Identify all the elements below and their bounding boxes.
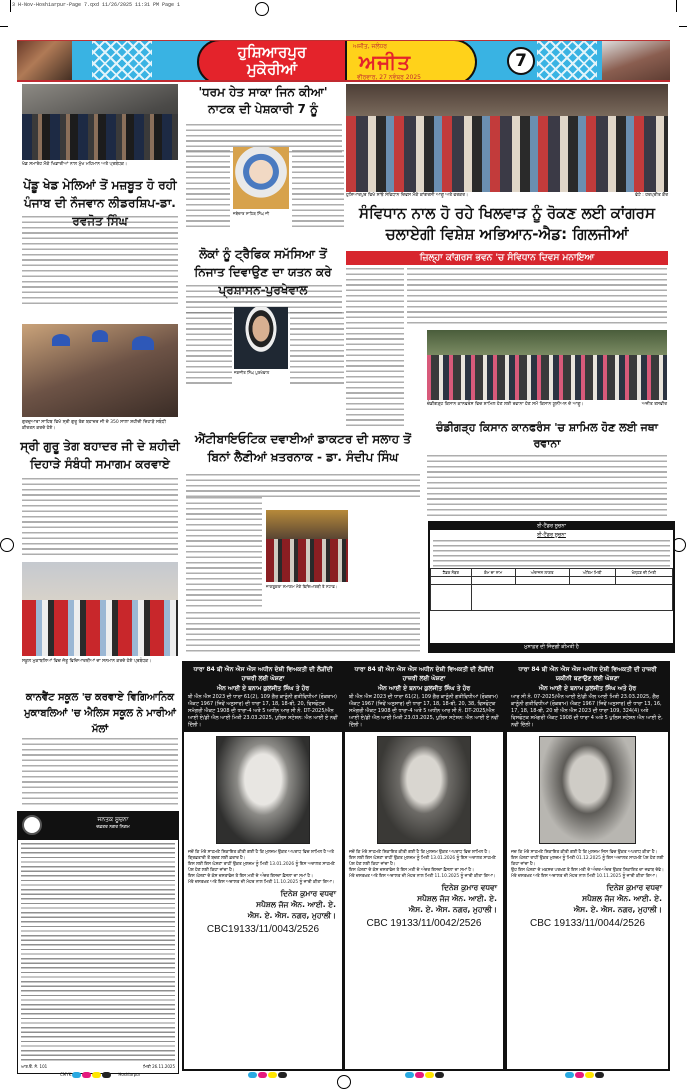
notice-header [345,663,503,732]
registration-mark-icon [255,2,269,16]
page-number: 7 [507,47,535,75]
article-body [186,474,420,499]
notice-subheading: ਐਨ ਆਈ ਏ ਬਨਾਮ ਕੁਲਜੀਤ ਸਿੰਘ ਅਤੇ ਹੋਰ [538,685,637,692]
table-header: ਅੰਤਿਮ ਮਿਤੀ [569,569,615,577]
notice-paragraph: ਇਸ ਘੋਸ਼ਣਾ ਦੇ ਕੇਸ ਦਸਤਾਵੇਜ਼ ਤੇ ਇਸ ਮਤੀ ਦੇ ਅੰਦਰ ਇਸਦਾ ਫ਼ੈਸਲਾ ਦਾ ਸਮਾਂ ਹੈ। [349,867,474,873]
public-notice [17,811,179,1074]
signatory-name: ਦਿਨੇਸ਼ ਕੁਮਾਰ ਵਧਵਾ [280,888,336,898]
brand-logo: ਅਜੀਤ [359,50,412,74]
article-body [186,497,262,609]
edition-line-1: ਹੁਸ਼ਿਆਰਪੁਰ [237,43,307,61]
notice-intro: ਬੀ ਐਨ ਐਸ 2023 ਦੀ ਧਾਰਾ 61(2), 109 ਗੈਰ ਕਾਨੂੰਨੀ ਗਤੀਵਿਧੀਆਂ (ਰੋਕਥਾਮ) ਐਕਟ 1967 (ਜਿਵੇਂ ਅਨੁਸਾਰ) ਦੀ ਧਾਰਾ 17, 18, 18-ਬੀ, 20, ਵਿਸਫੋਟਕ ਸਮੱਗਰੀ ਐਕਟ 1908 ਦੀ ਧਾਰਾ-4 ਅਤੇ 5 ਅਧੀਨ ਆਰ ਸੀ ਨੰ. DT-2025/ਐਨ ਆਈ ਏ/ਡੀ ਐਲ ਆਈ ਮਿਤੀ 23.03.2025, ਪੁਲਿਸ ਸਟੇਸ਼ਨ: ਐਨ ਆਈ ਏ ਨਵੀਂ ਦਿੱਲੀ। [188,693,338,728]
signatory [345,882,503,915]
headline: ਪੇਂਡੂ ਖੇਡ ਮੇਲਿਆਂ ਤੋਂ ਮਜ਼ਬੂਤ ਹੋ ਰਹੀ ਪੰਜਾਬ ਦੀ ਨੌਜਵਾਨ ਲੀਡਰਸ਼ਿਪ-ਡਾ. ਰਵਜੋਤ ਸਿੰਘ [23,178,177,228]
article-body [292,150,344,228]
notice-intro: ਬੀ ਐਨ ਐਸ 2023 ਦੀ ਧਾਰਾ 61(2), 109 ਗੈਰ ਕਾਨੂੰਨੀ ਗਤੀਵਿਧੀਆਂ (ਰੋਕਥਾਮ) ਐਕਟ 1967 (ਜਿਵੇਂ ਅਨੁਸਾਰ) ਦੀ ਧਾਰਾ 17, 18, 18-ਬੀ, 20, 38, ਵਿਸਫੋਟਕ ਸਮੱਗਰੀ ਐਕਟ 1908 ਦੀ ਧਾਰਾ-4 ਅਤੇ 5 ਅਧੀਨ ਆਰ ਸੀ ਨੰ. DT-2025/ਐਨ ਆਈ ਏ/ਡੀ ਐਲ ਆਈ ਮਿਤੀ 23.03.2025, ਪੁਲਿਸ ਸਟੇਸ਼ਨ: ਐਨ ਆਈ ਏ ਨਵੀਂ ਦਿੱਲੀ। [349,693,499,728]
proclamation-notice [343,661,505,1071]
notice-paragraph: ਉਹ ਇਸ ਘੋਸ਼ਣਾ ਦੇ ਮਕਸਦ ਪਰਖਣ ਤੇ ਇਸ ਮਤੀ ਦੇ ਅੰਦਰ-ਅੰਦਰ ਉਕਤ ਸ਼ਿਕਾਇਤ ਦਾ ਜਵਾਬ ਦੇਵੇ। [511,867,664,873]
signatory-name: ਦਿਨੇਸ਼ ਕੁਮਾਰ ਵਧਵਾ [441,882,497,892]
masthead [17,40,670,82]
signatory-location: ਐਸ. ਏ. ਐਸ. ਨਗਰ, ਮੁਹਾਲੀ। [408,904,497,914]
photo-credit: ਅਜੀਤ ਤਸਵੀਰ [641,402,667,407]
notice-body [345,848,503,882]
caption-text: ਚੰਡੀਗੜ੍ਹ ਕਿਸਾਨ ਕਾਨਫਰੰਸ ਵਿਚ ਸ਼ਾਮਿਲ ਹੋਣ ਲਈ ਰਵਾਨਾ ਹੋਣ ਸਮੇਂ ਕਿਸਾਨ ਯੂਨੀਅਨ ਦੇ ਆਗੂ। [427,402,584,407]
notice-paragraph: ਇਸ ਲਈ ਇਸ ਘੋਸ਼ਣਾ ਰਾਹੀਂ ਉਕਤ ਮੁਲਜ਼ਮ ਨੂੰ ਮਿਤੀ 13.01.2026 ਨੂੰ ਇਸ ਅਦਾਲਤ ਸਾਹਮਣੇ ਪੇਸ਼ ਹੋਣ ਲਈ ਕਿਹਾ ਜਾਂਦਾ ਹੈ। [349,855,496,867]
sports-photo [22,84,178,160]
signatory [184,888,342,921]
signatory-location: ਐਸ. ਏ. ਐਸ. ਨਗਰ, ਮੁਹਾਲੀ। [573,904,662,914]
crop-mark [676,0,677,12]
photo-caption: ਗੁਰਦੁਆਰਾ ਸਾਹਿਬ ਵਿਖੇ ਸ੍ਰੀ ਗੁਰੂ ਤੇਗ ਬਹਾਦਰ ਜੀ ਦੇ 350 ਸਾਲਾ ਸ਼ਹੀਦੀ ਦਿਹਾੜੇ ਸਬੰਧੀ ਕੀਰਤਨ ਕਰਦੇ ਹੋਏ। [22,420,166,431]
students-photo [266,510,348,582]
notice-ro-number: ਆਰ.ਓ. ਨੰ. 101 [21,1064,48,1069]
notice-body [507,848,668,882]
notice-paragraph: ਮੇਰੇ ਦਸਤਖ਼ਤ ਅਤੇ ਇਸ ਅਦਾਲਤ ਦੀ ਮੋਹਰ ਨਾਲ ਮਿਤੀ 11.10.2025 ਨੂੰ ਜਾਰੀ ਕੀਤਾ ਗਿਆ। [349,873,496,879]
article-body [22,216,178,306]
crop-mark [10,0,11,12]
signatory-title: ਸਪੈਸ਼ਲ ਜੱਜ ਐਨ. ਆਈ. ਏ. [417,893,497,903]
notice-subtitle: ਦਫ਼ਤਰ ਨਗਰ ਨਿਗਮ [96,825,130,830]
print-slug: 3 H-Nov-Hoshiarpur-Page 7.qxd 11/26/2025 11:31 PM Page 1 [12,2,181,8]
notice-intro: ਆਰ ਸੀ ਨੰ. 07-2025/ਐਨ ਆਈ ਏ/ਡੀ ਐਲ ਆਈ ਮਿਤੀ 23.03.2025, ਗੈਰ ਕਾਨੂੰਨੀ ਗਤੀਵਿਧੀਆਂ (ਰੋਕਥਾਮ) ਐਕਟ 1967 (ਜਿਵੇਂ ਅਨੁਸਾਰ) ਦੀ ਧਾਰਾ 13, 16, 17, 18, 18-ਬੀ, 20 ਬੀ ਐਨ ਐਸ 2023 ਦੀ ਧਾਰਾ 109, 324(4) ਅਤੇ ਵਿਸਫੋਟਕ ਸਮੱਗਰੀ ਐਕਟ 1908 ਦੀ ਧਾਰਾ 4 ਅਤੇ 5 ਪੁਲਿਸ ਸਟੇਸ਼ਨ ਐਨ ਆਈ ਏ, ਨਵੀਂ ਦਿੱਲੀ। [511,693,663,728]
accused-photo [216,736,311,844]
portrait-photo [234,307,288,369]
proclamation-notice [505,661,670,1071]
signatory-name: ਦਿਨੇਸ਼ ਕੁਮਾਰ ਵਧਵਾ [606,882,662,892]
article-body [346,268,404,428]
table-header: ਅੰਦਾਜ਼ਨ ਲਾਗਤ [515,569,569,577]
notice-paragraph: ਜਦ ਕਿ ਮੇਰੇ ਸਾਹਮਣੇ ਸ਼ਿਕਾਇਤ ਕੀਤੀ ਗਈ ਹੈ ਕਿ ਮੁਲਜ਼ਮ ਜਿਸ ਵਿਚ ਉਕਤ ਅਪਰਾਧ ਕੀਤਾ ਹੈ। [511,849,658,855]
article-body [290,312,344,384]
notice-paragraph: ਇਸ ਘੋਸ਼ਣਾ ਰਾਹੀਂ ਉਕਤ ਮੁਲਜ਼ਮ ਨੂੰ ਮਿਤੀ 01.12.2025 ਨੂੰ ਇਸ ਅਦਾਲਤ ਸਾਹਮਣੇ ਪੇਸ਼ ਹੋਣ ਲਈ ਕਿਹਾ ਜਾਂਦਾ ਹੈ। [511,855,664,867]
portrait-photo [233,147,289,209]
tender-header: ਈ-ਟੈਂਡਰ ਸੂਚਨਾ [430,523,673,530]
photo-caption: ਸਕੂਲ ਮੁਕਾਬਲਿਆਂ ਵਿਚ ਜੇਤੂ ਵਿਦਿਆਰਥੀਆਂ ਦਾ ਸਨਮਾਨ ਕਰਦੇ ਹੋਏ ਪ੍ਰਬੰਧਕ। [22,659,152,664]
article-body [22,738,178,806]
notice-paragraph: ਮੇਰੇ ਦਸਤਖ਼ਤ ਅਤੇ ਇਸ ਅਦਾਲਤ ਦੀ ਮੋਹਰ ਨਾਲ ਮਿਤੀ 11.10.2025 ਨੂੰ ਜਾਰੀ ਕੀਤਾ ਗਿਆ। [188,879,335,885]
issue-date: ਵੀਰਵਾਰ, 27 ਨਵੰਬਰ 2025 [357,74,421,81]
notice-heading: ਧਾਰਾ 84 ਬੀ ਐਨ ਐਸ ਐਸ ਅਧੀਨ ਦੋਸ਼ੀ ਵਿਅਕਤੀ ਦੀ ਲੋੜੀਂਦੀ ਹਾਜ਼ਰੀ ਲਈ ਘੋਸ਼ਣਾ [193,666,333,682]
photo-credit: ਫੋਟੋ : ਹਰਪ੍ਰੀਤ ਕੌਰ [635,193,668,198]
notice-title: ਜਨਤਕ ਸੂਚਨਾ [97,816,129,823]
notice-header [184,663,342,732]
photo-caption: ਜਥੇਦਾਰ ਸਾਹਿਬ ਸਿੰਘ ਜੀ [233,211,270,216]
notice-subheading: ਐਨ ਆਈ ਏ ਬਨਾਮ ਕੁਲਜੀਤ ਸਿੰਘ ਤੇ ਹੋਰ [377,685,471,692]
edition-name [197,40,347,82]
accused-photo [377,736,472,844]
headline: ਚੰਡੀਗੜ੍ਹ ਕਿਸਾਨ ਕਾਨਫਰੰਸ 'ਚ ਸ਼ਾਮਿਲ ਹੋਣ ਲਈ ਜਥਾ ਰਵਾਨਾ [436,421,658,450]
notice-paragraph: ਜਦੋਂ ਕਿ ਮੇਰੇ ਸਾਹਮਣੇ ਸ਼ਿਕਾਇਤ ਕੀਤੀ ਗਈ ਹੈ ਕਿ ਮੁਲਜ਼ਮ ਉਕਤ ਅਪਰਾਧ ਵਿਚ ਸ਼ਾਮਿਲ ਹੈ ਅਤੇ ਗ੍ਰਿਫ਼ਤਾਰੀ ਤੋਂ ਬਚਣ ਲਈ ਫ਼ਰਾਰ ਹੈ। [188,849,334,861]
registration-mark-icon [0,538,14,552]
kirtan-photo [22,324,178,417]
subhead-bar: ਜ਼ਿਲ੍ਹਾ ਕਾਂਗਰਸ ਭਵਨ 'ਚ ਸੰਵਿਧਾਨ ਦਿਵਸ ਮਨਾਇਆ [346,251,668,265]
brand-block [347,40,477,82]
headline: ਲੋਕਾਂ ਨੂੰ ਟ੍ਰੈਫਿਕ ਸਮੱਸਿਆ ਤੋਂ ਨਿਜਾਤ ਦਿਵਾਉਣ ਦਾ ਯਤਨ ਕਰੇ ਪ੍ਰਸ਼ਾਸਨ-ਪੁਰਖੇਵਾਲ [194,247,332,297]
photo-caption [346,193,668,199]
article-body [427,455,667,517]
notice-footer [18,1064,178,1069]
tender-footer: ਮੁਸਾਫ਼ਰ ਦੀ ਜਿੰਦਗੀ ਕੀਮਤੀ ਹੈ [430,643,673,651]
govt-seal-icon [22,815,42,835]
crop-mark [0,26,8,27]
photo-caption: ਜਗਜੀਤ ਸਿੰਘ ਪੁਰਖੇਵਾਲ [234,370,270,375]
notice-body [184,848,342,888]
notice-header [507,663,668,732]
article-body [186,150,230,228]
notice-body [21,843,175,1061]
kisan-group-photo [427,330,667,400]
crop-mark [679,26,687,27]
notice-paragraph: ਮੇਰੇ ਦਸਤਖ਼ਤ ਅਤੇ ਇਸ ਅਦਾਲਤ ਦੀ ਮੋਹਰ ਨਾਲ ਮਿਤੀ 10.11.2025 ਨੂੰ ਜਾਰੀ ਕੀਤਾ ਗਿਆ। [511,873,658,879]
article-body [22,478,178,558]
notice-code: CBC19133/11/0043/2526 [206,923,320,935]
headline [183,84,343,118]
notice-paragraph: ਇਸ ਘੋਸ਼ਣਾ ਦੇ ਕੇਸ ਦਸਤਾਵੇਜ਼ ਤੇ ਇਸ ਮਤੀ ਦੇ ਅੰਦਰ ਇਸਦਾ ਫ਼ੈਸਲਾ ਦਾ ਸਮਾਂ ਹੈ। [188,873,313,879]
headline-line-1: 'ਧਰਮ ਹੇਤ ਸਾਕਾ ਜਿਨ ਕੀਆ' [198,85,328,99]
article-body [186,612,420,654]
masthead-pattern [92,41,152,82]
cmyk-color-bar [405,1072,444,1078]
table-row [431,585,673,611]
notice-code: CBC 19133/11/0042/2526 [366,917,482,929]
photo-caption: ਖੇਡ ਸਮਾਰੋਹ ਮੌਕੇ ਖਿਡਾਰੀਆਂ ਨਾਲ ਮੁੱਖ ਮਹਿਮਾਨ ਅਤੇ ਪ੍ਰਬੰਧਕ। [22,162,127,167]
table-header: ਖੋਲ੍ਹਣ ਦੀ ਮਿਤੀ [615,569,672,577]
congress-protest-photo [346,84,668,192]
brand-place: ਅਜੀਤ, ਜਲੰਧਰ [353,43,388,50]
tender-table [430,568,673,611]
signatory [507,882,668,915]
headline: ਕਾਨਵੈਂਟ ਸਕੂਲ 'ਚ ਕਰਵਾਏ ਵਿਗਿਆਨਿਕ ਮੁਕਾਬਲਿਆਂ 'ਚ ਐਲਿਸ ਸਕੂਲ ਨੇ ਮਾਰੀਆਂ ਮੱਲਾਂ [24,692,176,735]
signatory-title: ਸਪੈਸ਼ਲ ਜੱਜ ਐਨ. ਆਈ. ਏ. [582,893,662,903]
notice-heading: ਧਾਰਾ 84 ਬੀ ਐਨ ਐਸ ਐਸ ਅਧੀਨ ਦੋਸ਼ੀ ਵਿਅਕਤੀ ਦੀ ਹਾਜ਼ਰੀ ਯਕੀਨੀ ਬਣਾਉਣ ਲਈ ਘੋਸ਼ਣਾ [518,666,657,682]
masthead-photo-right [602,41,670,82]
notice-paragraph: ਜਦੋਂ ਕਿ ਮੇਰੇ ਸਾਹਮਣੇ ਸ਼ਿਕਾਇਤ ਕੀਤੀ ਗਈ ਹੈ ਕਿ ਮੁਲਜ਼ਮ ਉਕਤ ਅਪਰਾਧ ਵਿਚ ਸ਼ਾਮਿਲ ਹੈ। [349,849,490,855]
notice-heading: ਧਾਰਾ 84 ਬੀ ਐਨ ਐਸ ਐਸ ਅਧੀਨ ਦੋਸ਼ੀ ਵਿਅਕਤੀ ਦੀ ਲੋੜੀਂਦੀ ਹਾਜ਼ਰੀ ਲਈ ਘੋਸ਼ਣਾ [354,666,494,682]
photo-caption: ਜਾਗਰੂਕਤਾ ਸਮਾਗਮ ਮੌਕੇ ਵਿਦਿਆਰਥੀ ਤੇ ਸਟਾਫ਼। [266,584,338,589]
article-body [407,268,667,324]
tender-title: ਈ-ਟੈਂਡਰ ਸੂਚਨਾ [537,532,566,538]
registration-mark-icon [337,1075,351,1089]
notice-subheading: ਐਨ ਆਈ ਏ ਬਨਾਮ ਕੁਲਜੀਤ ਸਿੰਘ ਤੇ ਹੋਰ [216,685,310,692]
masthead-photo-left [17,41,72,82]
masthead-pattern [537,41,597,82]
tender-text [433,540,670,568]
edition-line-2: ਮੁਕੇਰੀਆਂ [246,60,298,78]
notice-date: ਮਿਤੀ 26.11.2025 [143,1064,175,1069]
tender-notice [428,521,675,653]
notice-header [18,812,178,840]
school-award-photo [22,562,178,656]
signatory-title: ਸਪੈਸ਼ਲ ਜੱਜ ਐਨ. ਆਈ. ਏ. [256,899,336,909]
caption-text: ਹੁਸ਼ਿਆਰਪੁਰ ਵਿਖੇ ਸਾਂਝੇ ਸੰਵਿਧਾਨ ਦਿਵਸ ਮੌਕੇ ਕਾਂਗਰਸੀ ਆਗੂ ਅਤੇ ਵਰਕਰ। [346,193,469,198]
photo-caption [427,402,667,408]
table-row [431,577,673,585]
table-header: ਕੰਮ ਦਾ ਨਾਮ [471,569,515,577]
signatory-location: ਐਸ. ਏ. ਐਸ. ਨਗਰ, ਮੁਹਾਲੀ। [247,910,336,920]
notice-paragraph: ਇਸ ਲਈ ਇਸ ਘੋਸ਼ਣਾ ਰਾਹੀਂ ਉਕਤ ਮੁਲਜ਼ਮ ਨੂੰ ਮਿਤੀ 13.01.2026 ਨੂੰ ਇਸ ਅਦਾਲਤ ਸਾਹਮਣੇ ਪੇਸ਼ ਹੋਣ ਲਈ ਕਿਹਾ ਜਾਂਦਾ ਹੈ। [188,861,335,873]
cmyk-color-bar [565,1072,604,1078]
headline: ਐਂਟੀਬਾਇਓਟਿਕ ਦਵਾਈਆਂ ਡਾਕਟਰ ਦੀ ਸਲਾਹ ਤੋਂ ਬਿਨਾਂ ਲੈਣੀਆਂ ਖ਼ਤਰਨਾਕ - ਡਾ. ਸੰਦੀਪ ਸਿੰਘ [195,432,411,464]
notice-code: CBC 19133/11/0044/2526 [530,917,645,929]
cmyk-color-bar [60,1072,140,1078]
table-header: ਟੈਂਡਰ ਨੰਬਰ [431,569,472,577]
cmyk-color-bar [248,1072,287,1078]
article-body [186,312,232,384]
proclamation-notice [182,661,344,1071]
cmyk-label: CMYK [60,1072,72,1077]
accused-photo [539,736,636,844]
headline: ਸ੍ਰੀ ਗੁਰੂ ਤੇਗ ਬਹਾਦਰ ਜੀ ਦੇ ਸ਼ਹੀਦੀ ਦਿਹਾੜੇ ਸੰਬੰਧੀ ਸਮਾਗਮ ਕਰਵਾਏ [20,439,180,471]
color-label: Hoshiarpur [118,1072,141,1077]
headline: ਸੰਵਿਧਾਨ ਨਾਲ ਹੋ ਰਹੇ ਖਿਲਵਾੜ ਨੂੰ ਰੋਕਣ ਲਈ ਕਾਂਗਰਸ ਚਲਾਏਗੀ ਵਿਸ਼ੇਸ਼ ਅਭਿਆਨ-ਐਡ: ਗਿਲਜੀਆਂ [359,204,655,243]
headline-line-2: ਨਾਟਕ ਦੀ ਪੇਸ਼ਕਾਰੀ 7 ਨੂੰ [208,102,318,116]
